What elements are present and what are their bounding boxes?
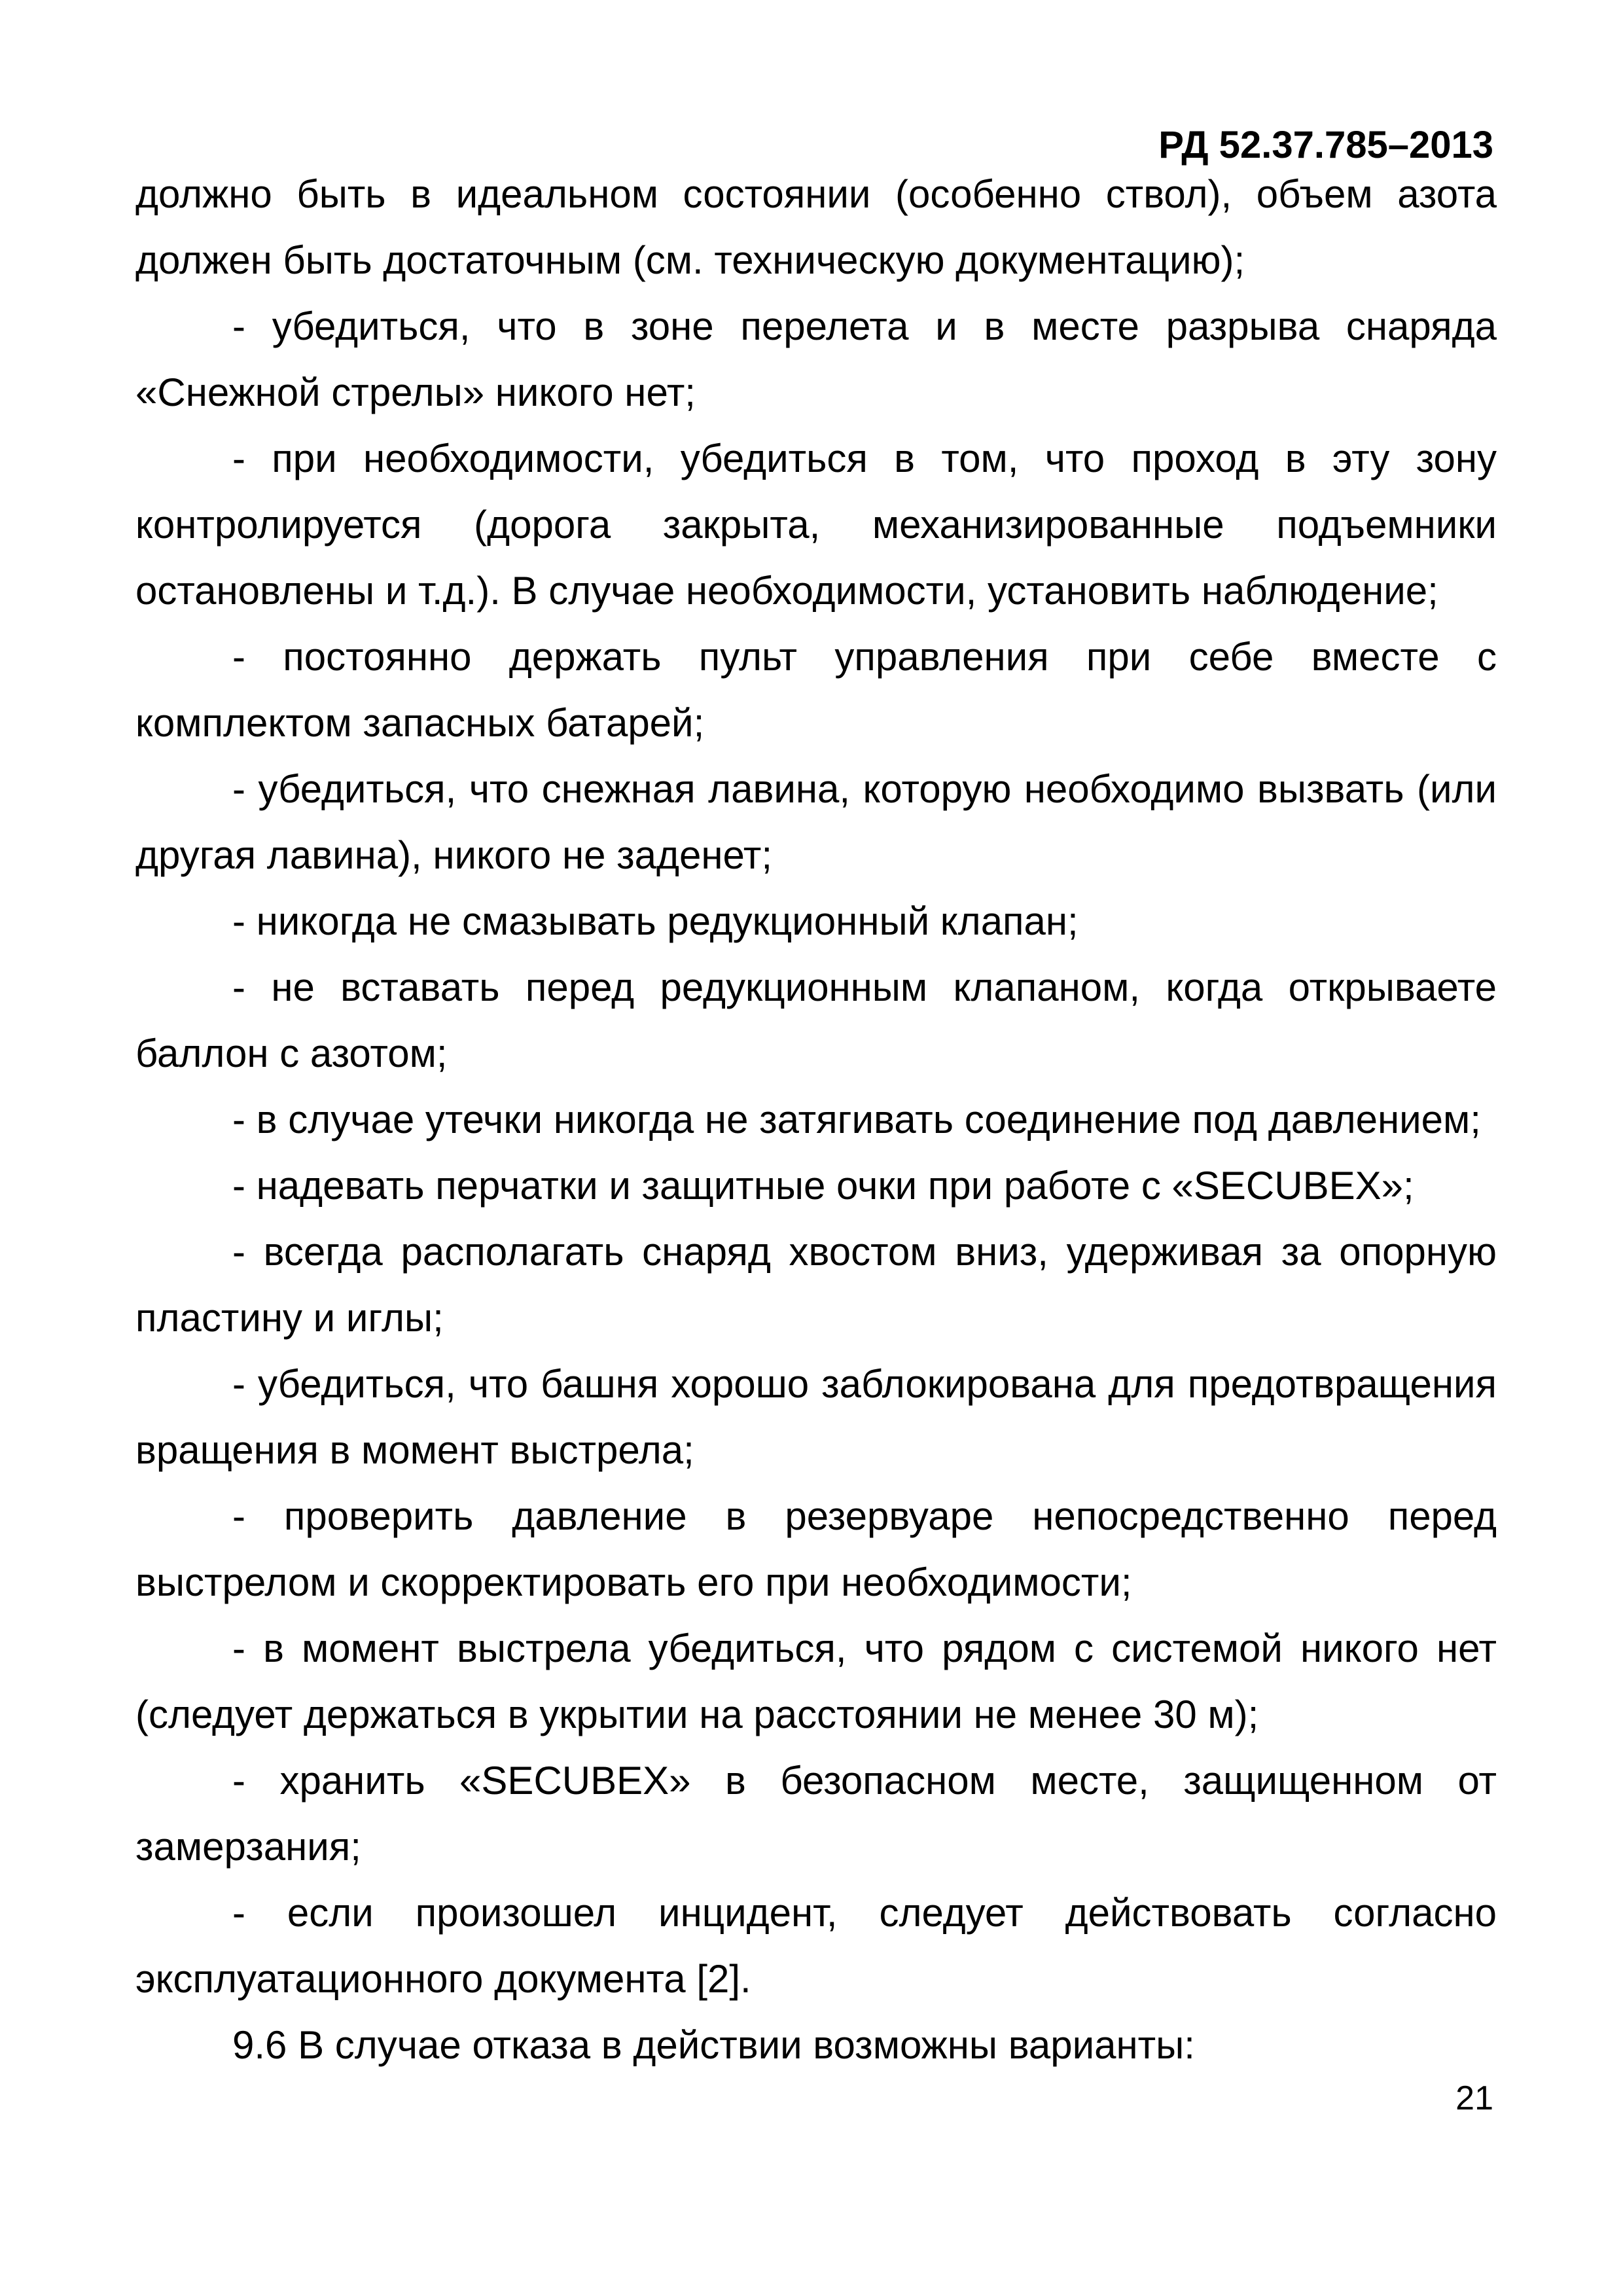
body-text [135,161,1497,2078]
list-item: - при необходимости, убедиться в том, что проход в эту зону контролируется (дорога закрыта, механизированные подъемники остановлены и т.д.). В случае необходимости, установить наблюдение; [135,437,1497,613]
list-item: - всегда располагать снаряд хвостом вниз, удерживая за опорную пластину и иглы; [135,1230,1497,1340]
list-item: - не вставать перед редукционным клапаном, когда открываете баллон с азотом; [135,965,1497,1075]
list-item: - убедиться, что башня хорошо заблокирована для предотвращения вращения в момент выстрела; [135,1362,1497,1472]
list-item: - убедиться, что в зоне перелета и в месте разрыва снаряда «Снежной стрелы» никого нет; [135,304,1497,414]
list-item: - убедиться, что снежная лавина, которую необходимо вызвать (или другая лавина), никого не заденет; [135,767,1497,877]
list-item: - никогда не смазывать редукционный клапан; [232,899,1079,943]
list-item: - в случае утечки никогда не затягивать соединение под давлением; [232,1098,1481,1141]
list-item: - хранить «SECUBEX» в безопасном месте, защищенном от замерзания; [135,1759,1497,1869]
section-paragraph: 9.6 В случае отказа в действии возможны варианты: [232,2023,1195,2067]
list-item: - в момент выстрела убедиться, что рядом с системой никого нет (следует держаться в укрытии на расстоянии не менее 30 м); [135,1626,1497,1736]
page-number: 21 [1455,2079,1493,2117]
paragraph-continuation: должно быть в идеальном состоянии (особенно ствол), объем азота должен быть достаточным (см. техническую документацию); [135,172,1497,282]
list-item: - постоянно держать пульт управления при себе вместе с комплектом запасных батарей; [135,635,1497,745]
list-item: - надевать перчатки и защитные очки при работе с «SECUBEX»; [232,1164,1414,1208]
list-item: - проверить давление в резервуаре непосредственно перед выстрелом и скорректировать его при необходимости; [135,1494,1497,1604]
list-item: - если произошел инцидент, следует действовать согласно эксплуатационного документа [2]. [135,1891,1497,2001]
document-code-header: РД 52.37.785–2013 [1158,124,1493,166]
